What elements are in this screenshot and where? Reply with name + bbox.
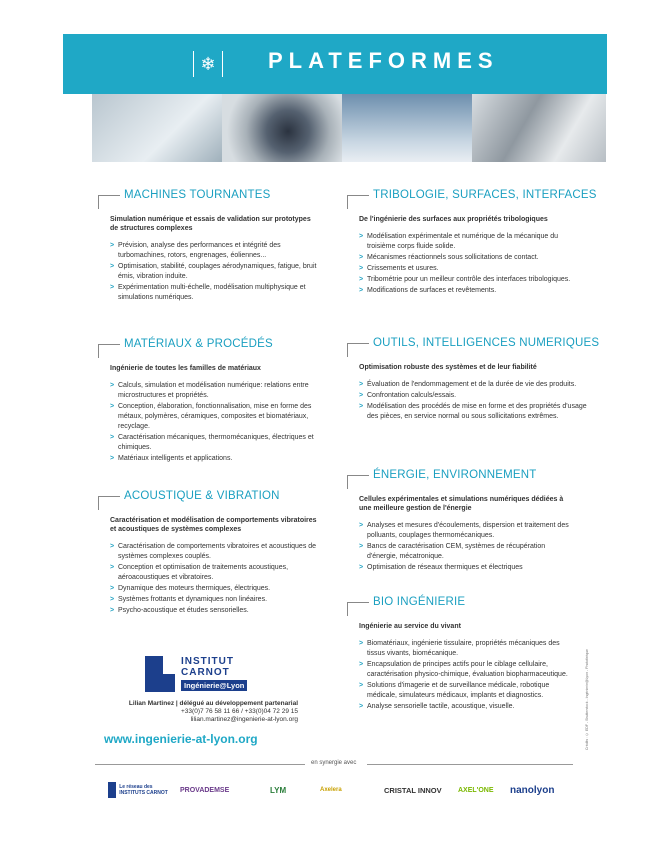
partner-logo-nanolyon: nanolyon [510, 784, 555, 796]
list-item: > Solutions d'imagerie et de surveillance médicale, robotique médicale, simulateurs médicaux, implants et diagnostics. [359, 681, 577, 701]
list-item: > Modélisation des procédés de mise en forme et des propriétés d'usage des pièces, en service normal ou sous sollicitations extrêmes. [359, 402, 587, 422]
partner-logo-cristal-innov: CRISTAL INNOV [384, 785, 442, 795]
photo-bearing [472, 94, 606, 162]
list-item: > Mécanismes réactionnels sous sollicitations de contact. [359, 253, 587, 263]
list-item: > Optimisation de réseaux thermiques et électriques [359, 563, 577, 573]
section-title: ACOUSTIQUE & VIBRATION [124, 490, 280, 502]
section-subtitle: Simulation numérique et essais de validation sur prototypes de structures complexes [110, 216, 311, 232]
section-title: BIO INGÉNIERIE [373, 596, 466, 608]
partner-logo-axelone: AXEL'ONE [458, 786, 494, 794]
section-energie [347, 469, 577, 574]
list-item: > Dynamique des moteurs thermiques, électriques. [110, 584, 318, 594]
photo-lab [92, 94, 222, 162]
header-banner [63, 34, 607, 94]
photo-turbine [222, 94, 342, 162]
partner-logo-lym: LYM [270, 785, 287, 795]
list-item: > Encapsulation de principes actifs pour le ciblage cellulaire, caractérisation physico-chimique, évaluation biopharmaceutique. [359, 660, 577, 680]
contact-role: | délégué au développement partenarial [175, 700, 298, 707]
photo-wind [342, 94, 472, 162]
section-title: MACHINES TOURNANTES [124, 189, 271, 201]
section-subtitle: Ingénierie au service du vivant [359, 623, 461, 630]
partner-logo-instituts-carnot: Le réseau des INSTITUTS CARNOT [108, 778, 168, 802]
contact-name: Lilian Martinez [128, 700, 175, 707]
carnot-mark-icon [145, 656, 175, 692]
carnot-badge: Ingénierie@Lyon [181, 680, 247, 691]
list-item: > Caractérisation mécaniques, thermomécaniques, électriques et chimiques. [110, 433, 318, 453]
list-item: > Confrontation calculs/essais. [359, 391, 587, 401]
section-acoustique [98, 490, 318, 617]
section-subtitle: Ingénierie de toutes les familles de matériaux [110, 365, 261, 372]
list-item: > Conception et optimisation de traitements acoustiques, aéroacoustiques et vibratoires. [110, 563, 318, 583]
contact-email[interactable]: lilian.martinez@ingenierie-at-lyon.org [190, 716, 298, 723]
carnot-line1: INSTITUT [181, 656, 234, 667]
vertical-credit: Crédits : © EDF - Shutterstock - Ingénierie@Lyon - Photothèque [585, 649, 589, 750]
partner-logos [108, 778, 578, 806]
carnot-line2: CARNOT [181, 667, 230, 678]
page-title: PLATEFORMES [268, 48, 499, 73]
section-bio-ingenierie [347, 596, 577, 713]
section-title: MATÉRIAUX & PROCÉDÉS [124, 338, 273, 350]
list-item: > Bancs de caractérisation CEM, systèmes de récupération d'énergie, mécatronique. [359, 542, 577, 562]
list-item: > Tribométrie pour un meilleur contrôle des interfaces tribologiques. [359, 275, 587, 285]
section-subtitle: Optimisation robuste des systèmes et de leur fiabilité [359, 364, 537, 371]
list-item: > Systèmes frottants et dynamiques non linéaires. [110, 595, 318, 605]
section-subtitle: Caractérisation et modélisation de comportements vibratoires et acoustiques de systèmes complexes [110, 517, 317, 533]
partner-logo-provademse: PROVADEMSE [180, 786, 230, 794]
section-title: OUTILS, INTELLIGENCES NUMERIQUES [373, 337, 600, 349]
section-subtitle: Cellules expérimentales et simulations numériques dédiées à une meilleure gestion de l'énergie [359, 496, 564, 512]
section-machines-tournantes [98, 189, 318, 304]
section-title: TRIBOLOGIE, SURFACES, INTERFACES [373, 189, 597, 201]
section-materiaux [98, 338, 318, 465]
synergy-label: en synergie avec [311, 760, 357, 766]
section-title: ÉNERGIE, ENVIRONNEMENT [373, 469, 537, 481]
photo-strip [92, 94, 606, 162]
list-item: > Prévision, analyse des performances et intégrité des turbomachines, rotors, engrenages, éoliennes... [110, 241, 318, 261]
partner-logo-axelera: Axelera [320, 787, 342, 793]
list-item: > Expérimentation multi-échelle, modélisation multiphysique et simulations numériques. [110, 283, 318, 303]
snowflake-icon: ❄ [193, 51, 223, 77]
list-item: > Matériaux intelligents et applications. [110, 454, 318, 464]
list-item: > Analyses et mesures d'écoulements, dispersion et traitement des polluants, couplages thermomécaniques. [359, 521, 577, 541]
list-item: > Conception, élaboration, fonctionnalisation, mise en forme des métaux, polymères, céramiques, composites et biomatériaux, recyclage. [110, 402, 318, 432]
section-outils [347, 337, 600, 423]
list-item: > Psycho-acoustique et études sensorielles. [110, 606, 318, 616]
list-item: > Modélisation expérimentale et numérique de la mécanique du troisième corps fluide solide. [359, 232, 587, 252]
list-item: > Calculs, simulation et modélisation numérique: relations entre microstructures et propriétés. [110, 381, 318, 401]
list-item: > Optimisation, stabilité, couplages aérodynamiques, fatigue, bruit émis, vibration induite. [110, 262, 318, 282]
list-item: > Biomatériaux, ingénierie tissulaire, propriétés mécaniques des tissus vivants, biomécanique. [359, 639, 577, 659]
institut-carnot-logo [145, 656, 255, 696]
list-item: > Crissements et usures. [359, 264, 587, 274]
section-tribologie [347, 189, 597, 297]
list-item: > Analyse sensorielle tactile, acoustique, visuelle. [359, 702, 577, 712]
list-item: > Caractérisation de comportements vibratoires et acoustiques de systèmes complexes couplés. [110, 542, 318, 562]
website-link[interactable]: www.ingenierie-at-lyon.org [104, 732, 258, 746]
section-subtitle: De l'ingénierie des surfaces aux propriétés tribologiques [359, 216, 548, 223]
list-item: > Modifications de surfaces et revêtements. [359, 286, 587, 296]
synergy-divider [95, 760, 573, 770]
contact-phones: +33(0)7 76 58 11 66 / +33(0)04 72 29 15 [181, 708, 298, 715]
list-item: > Évaluation de l'endommagement et de la durée de vie des produits. [359, 380, 587, 390]
contact-block [108, 700, 298, 724]
